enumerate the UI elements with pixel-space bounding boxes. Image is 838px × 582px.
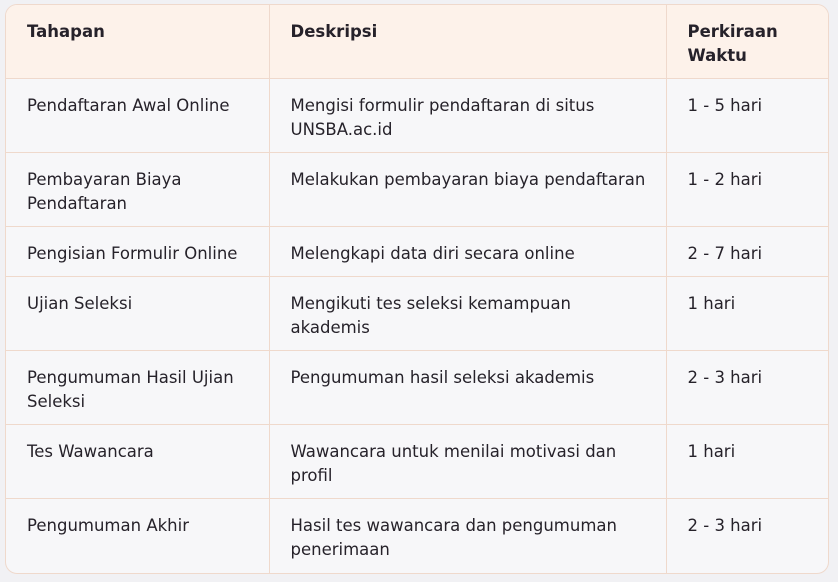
table-header bbox=[6, 5, 828, 78]
cell-deskripsi: Melakukan pembayaran biaya pendaftaran bbox=[269, 152, 666, 226]
cell-deskripsi: Wawancara untuk menilai motivasi dan profil bbox=[269, 425, 666, 499]
header-row bbox=[6, 5, 828, 78]
cell-tahapan: Pengisian Formulir Online bbox=[6, 226, 269, 276]
cell-waktu: 2 - 3 hari bbox=[687, 516, 763, 536]
cell-tahapan: Pengumuman Hasil Ujian Seleksi bbox=[6, 351, 269, 425]
cell-waktu: 1 - 5 hari bbox=[666, 78, 828, 152]
cell-deskripsi: Mengisi formulir pendaftaran di situs UNSBA.ac.id bbox=[269, 78, 666, 152]
cell-waktu: 2 - 3 hari bbox=[666, 351, 828, 425]
cell-deskripsi: Mengikuti tes seleksi kemampuan akademis bbox=[269, 276, 666, 350]
cell-waktu: 1 hari bbox=[666, 425, 828, 499]
cell-waktu: 1 - 2 hari bbox=[666, 152, 828, 226]
cell-deskripsi: Pengumuman hasil seleksi akademis bbox=[269, 351, 666, 425]
cell-waktu: 1 hari bbox=[666, 276, 828, 350]
schedule-table bbox=[6, 5, 828, 573]
cell-waktu: 2 - 7 hari bbox=[666, 226, 828, 276]
table-body bbox=[6, 78, 828, 573]
table-row bbox=[6, 78, 828, 152]
table-row bbox=[6, 152, 828, 226]
header-tahapan: Tahapan bbox=[6, 5, 269, 78]
cell-tahapan: Pembayaran Biaya Pendaftaran bbox=[6, 152, 269, 226]
cell-tahapan: Pendaftaran Awal Online bbox=[6, 78, 269, 152]
table-row bbox=[6, 276, 828, 350]
table-row bbox=[6, 499, 828, 573]
cell-tahapan: Ujian Seleksi bbox=[6, 276, 269, 350]
cell-tahapan: Tes Wawancara bbox=[6, 425, 269, 499]
table-row bbox=[6, 425, 828, 499]
cell-deskripsi: Melengkapi data diri secara online bbox=[269, 226, 666, 276]
table-row bbox=[6, 351, 828, 425]
header-perkiraan-waktu: Perkiraan Waktu bbox=[666, 5, 828, 78]
table-row bbox=[6, 226, 828, 276]
schedule-table-container bbox=[5, 4, 829, 574]
cell-deskripsi: Hasil tes wawancara dan pengumuman penerimaan bbox=[269, 499, 666, 573]
header-deskripsi: Deskripsi bbox=[269, 5, 666, 78]
cell-tahapan: Pengumuman Akhir bbox=[6, 499, 269, 573]
